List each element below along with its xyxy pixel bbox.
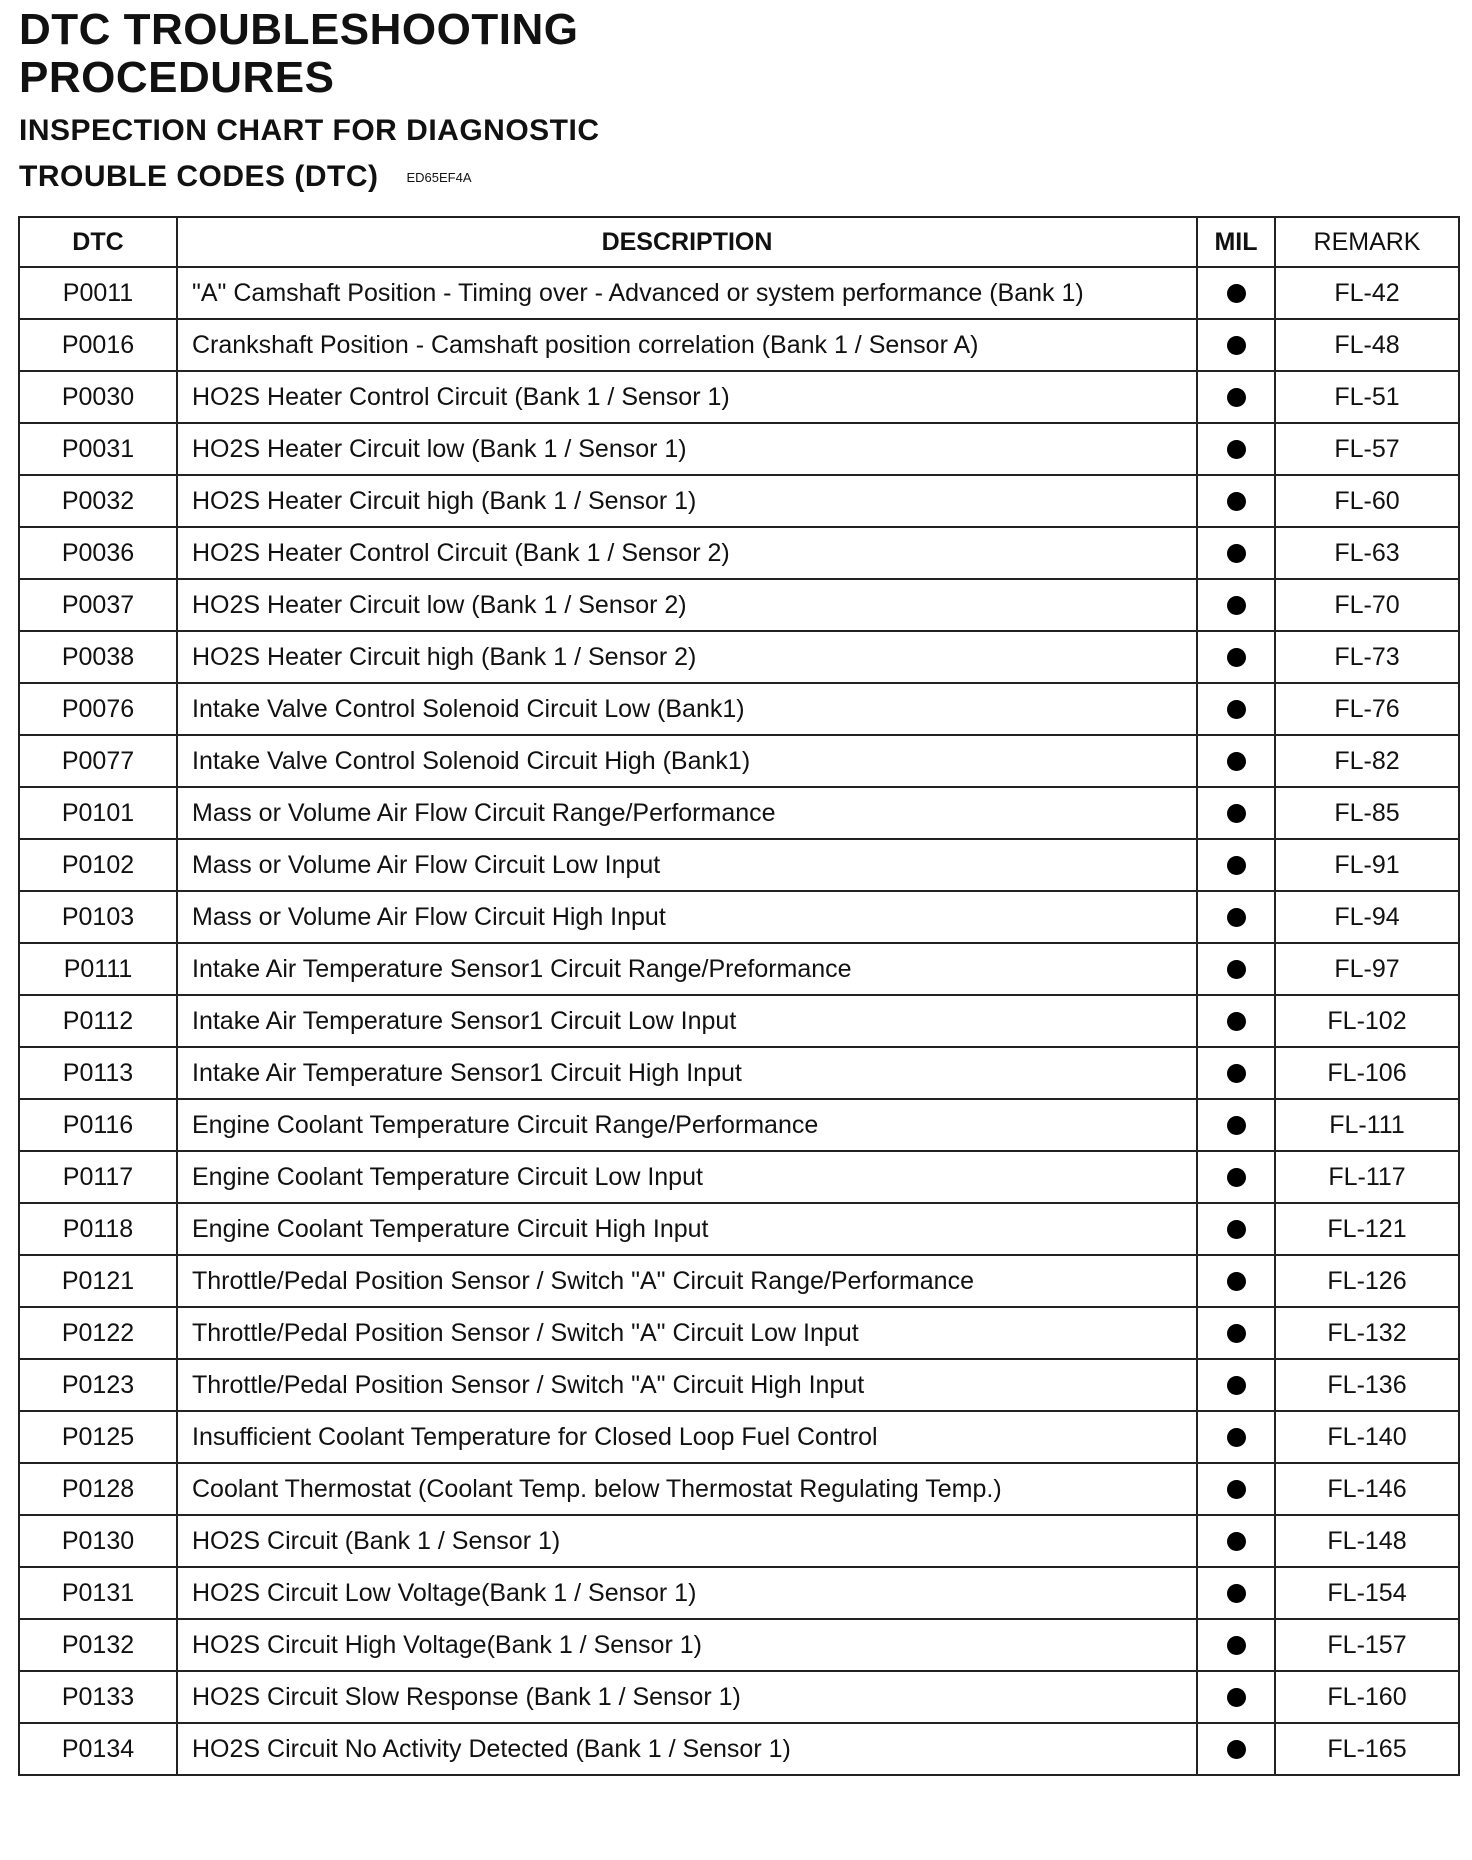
dtc-description: Engine Coolant Temperature Circuit Low Input [177, 1151, 1197, 1203]
dtc-code: P0076 [19, 683, 177, 735]
dtc-description: Throttle/Pedal Position Sensor / Switch "A" Circuit Low Input [177, 1307, 1197, 1359]
table-row [19, 527, 1459, 579]
dtc-description: HO2S Heater Circuit high (Bank 1 / Sensor 1) [177, 475, 1197, 527]
table-row [19, 1671, 1459, 1723]
dtc-code: P0116 [19, 1099, 177, 1151]
mil-cell [1197, 787, 1275, 839]
remark-page-ref: FL-154 [1275, 1567, 1459, 1619]
column-header-remark: REMARK [1275, 217, 1459, 267]
mil-on-indicator-icon [1227, 1480, 1246, 1499]
dtc-description: Crankshaft Position - Camshaft position correlation (Bank 1 / Sensor A) [177, 319, 1197, 371]
mil-on-indicator-icon [1227, 1116, 1246, 1135]
table-row [19, 891, 1459, 943]
mil-cell [1197, 423, 1275, 475]
column-header-mil: MIL [1197, 217, 1275, 267]
dtc-code: P0122 [19, 1307, 177, 1359]
dtc-code: P0038 [19, 631, 177, 683]
mil-cell [1197, 267, 1275, 319]
remark-page-ref: FL-76 [1275, 683, 1459, 735]
mil-on-indicator-icon [1227, 284, 1246, 303]
column-header-description: DESCRIPTION [177, 217, 1197, 267]
mil-cell [1197, 1411, 1275, 1463]
dtc-code: P0134 [19, 1723, 177, 1775]
mil-cell [1197, 1047, 1275, 1099]
dtc-code: P0102 [19, 839, 177, 891]
mil-on-indicator-icon [1227, 440, 1246, 459]
mil-cell [1197, 527, 1275, 579]
dtc-code: P0016 [19, 319, 177, 371]
table-row [19, 1359, 1459, 1411]
mil-cell [1197, 735, 1275, 787]
dtc-description: Mass or Volume Air Flow Circuit Range/Performance [177, 787, 1197, 839]
table-row [19, 267, 1459, 319]
table-row [19, 1619, 1459, 1671]
mil-cell [1197, 1099, 1275, 1151]
mil-cell [1197, 995, 1275, 1047]
dtc-description: HO2S Circuit (Bank 1 / Sensor 1) [177, 1515, 1197, 1567]
remark-page-ref: FL-97 [1275, 943, 1459, 995]
dtc-description: HO2S Heater Control Circuit (Bank 1 / Sensor 1) [177, 371, 1197, 423]
mil-cell [1197, 891, 1275, 943]
dtc-description: HO2S Heater Circuit low (Bank 1 / Sensor 2) [177, 579, 1197, 631]
subtitle-text: INSPECTION CHART FOR DIAGNOSTIC TROUBLE CODES (DTC) [19, 114, 600, 193]
mil-cell [1197, 475, 1275, 527]
remark-page-ref: FL-91 [1275, 839, 1459, 891]
dtc-code: P0103 [19, 891, 177, 943]
table-row [19, 631, 1459, 683]
remark-page-ref: FL-132 [1275, 1307, 1459, 1359]
mil-on-indicator-icon [1227, 544, 1246, 563]
dtc-description: Mass or Volume Air Flow Circuit High Input [177, 891, 1197, 943]
mil-cell [1197, 319, 1275, 371]
table-row [19, 1567, 1459, 1619]
mil-on-indicator-icon [1227, 1740, 1246, 1759]
table-row [19, 1047, 1459, 1099]
dtc-description: HO2S Heater Circuit low (Bank 1 / Sensor 1) [177, 423, 1197, 475]
remark-page-ref: FL-51 [1275, 371, 1459, 423]
mil-on-indicator-icon [1227, 492, 1246, 511]
mil-on-indicator-icon [1227, 1168, 1246, 1187]
table-row [19, 1515, 1459, 1567]
mil-on-indicator-icon [1227, 1376, 1246, 1395]
remark-page-ref: FL-136 [1275, 1359, 1459, 1411]
mil-cell [1197, 1359, 1275, 1411]
mil-on-indicator-icon [1227, 1324, 1246, 1343]
mil-on-indicator-icon [1227, 908, 1246, 927]
remark-page-ref: FL-121 [1275, 1203, 1459, 1255]
dtc-code: P0125 [19, 1411, 177, 1463]
mil-cell [1197, 1255, 1275, 1307]
mil-on-indicator-icon [1227, 856, 1246, 875]
mil-on-indicator-icon [1227, 1272, 1246, 1291]
page-title: DTC TROUBLESHOOTING PROCEDURES [19, 5, 579, 102]
mil-cell [1197, 1671, 1275, 1723]
mil-on-indicator-icon [1227, 700, 1246, 719]
mil-on-indicator-icon [1227, 1532, 1246, 1551]
dtc-description: HO2S Circuit Slow Response (Bank 1 / Sensor 1) [177, 1671, 1197, 1723]
table-row [19, 579, 1459, 631]
dtc-code: P0132 [19, 1619, 177, 1671]
dtc-description: "A" Camshaft Position - Timing over - Advanced or system performance (Bank 1) [177, 267, 1197, 319]
dtc-code: P0112 [19, 995, 177, 1047]
dtc-description: Insufficient Coolant Temperature for Closed Loop Fuel Control [177, 1411, 1197, 1463]
mil-on-indicator-icon [1227, 1584, 1246, 1603]
mil-on-indicator-icon [1227, 388, 1246, 407]
dtc-code: P0123 [19, 1359, 177, 1411]
table-row [19, 943, 1459, 995]
dtc-description: Intake Air Temperature Sensor1 Circuit Low Input [177, 995, 1197, 1047]
remark-page-ref: FL-63 [1275, 527, 1459, 579]
remark-page-ref: FL-148 [1275, 1515, 1459, 1567]
page-header [19, 6, 600, 201]
dtc-description: HO2S Circuit No Activity Detected (Bank 1 / Sensor 1) [177, 1723, 1197, 1775]
mil-on-indicator-icon [1227, 1012, 1246, 1031]
remark-page-ref: FL-102 [1275, 995, 1459, 1047]
table-row [19, 787, 1459, 839]
remark-page-ref: FL-57 [1275, 423, 1459, 475]
table-row [19, 371, 1459, 423]
dtc-description: Engine Coolant Temperature Circuit Range/Performance [177, 1099, 1197, 1151]
mil-on-indicator-icon [1227, 804, 1246, 823]
mil-on-indicator-icon [1227, 336, 1246, 355]
dtc-description: Coolant Thermostat (Coolant Temp. below Thermostat Regulating Temp.) [177, 1463, 1197, 1515]
table-body [19, 267, 1459, 1775]
mil-cell [1197, 839, 1275, 891]
mil-cell [1197, 1619, 1275, 1671]
remark-page-ref: FL-111 [1275, 1099, 1459, 1151]
dtc-code: P0011 [19, 267, 177, 319]
remark-page-ref: FL-82 [1275, 735, 1459, 787]
table-row [19, 1463, 1459, 1515]
dtc-description: Throttle/Pedal Position Sensor / Switch "A" Circuit High Input [177, 1359, 1197, 1411]
table-row [19, 1099, 1459, 1151]
dtc-code: P0037 [19, 579, 177, 631]
table-row [19, 1255, 1459, 1307]
dtc-description: Intake Air Temperature Sensor1 Circuit Range/Preformance [177, 943, 1197, 995]
dtc-code: P0131 [19, 1567, 177, 1619]
remark-page-ref: FL-165 [1275, 1723, 1459, 1775]
dtc-description: Mass or Volume Air Flow Circuit Low Input [177, 839, 1197, 891]
mil-on-indicator-icon [1227, 752, 1246, 771]
dtc-description: HO2S Heater Circuit high (Bank 1 / Sensor 2) [177, 631, 1197, 683]
dtc-code: P0118 [19, 1203, 177, 1255]
dtc-description: HO2S Circuit Low Voltage(Bank 1 / Sensor 1) [177, 1567, 1197, 1619]
dtc-description: Throttle/Pedal Position Sensor / Switch "A" Circuit Range/Performance [177, 1255, 1197, 1307]
mil-cell [1197, 631, 1275, 683]
mil-on-indicator-icon [1227, 1636, 1246, 1655]
mil-cell [1197, 1515, 1275, 1567]
dtc-code: P0036 [19, 527, 177, 579]
remark-page-ref: FL-48 [1275, 319, 1459, 371]
table-row [19, 839, 1459, 891]
table-row [19, 423, 1459, 475]
table-row [19, 319, 1459, 371]
table-row [19, 1203, 1459, 1255]
dtc-description: Intake Valve Control Solenoid Circuit Low (Bank1) [177, 683, 1197, 735]
table-row [19, 1723, 1459, 1775]
mil-cell [1197, 1307, 1275, 1359]
dtc-code: P0030 [19, 371, 177, 423]
dtc-description: HO2S Heater Control Circuit (Bank 1 / Sensor 2) [177, 527, 1197, 579]
table-row [19, 1151, 1459, 1203]
mil-cell [1197, 1723, 1275, 1775]
dtc-code: P0121 [19, 1255, 177, 1307]
mil-on-indicator-icon [1227, 1064, 1246, 1083]
remark-page-ref: FL-106 [1275, 1047, 1459, 1099]
remark-page-ref: FL-117 [1275, 1151, 1459, 1203]
dtc-code: P0130 [19, 1515, 177, 1567]
table-header-row [19, 217, 1459, 267]
remark-page-ref: FL-94 [1275, 891, 1459, 943]
remark-page-ref: FL-160 [1275, 1671, 1459, 1723]
remark-page-ref: FL-146 [1275, 1463, 1459, 1515]
dtc-code: P0101 [19, 787, 177, 839]
table-row [19, 995, 1459, 1047]
remark-page-ref: FL-60 [1275, 475, 1459, 527]
dtc-description: Engine Coolant Temperature Circuit High Input [177, 1203, 1197, 1255]
table-row [19, 1411, 1459, 1463]
mil-cell [1197, 943, 1275, 995]
dtc-description: HO2S Circuit High Voltage(Bank 1 / Sensor 1) [177, 1619, 1197, 1671]
table-row [19, 1307, 1459, 1359]
mil-cell [1197, 1151, 1275, 1203]
mil-on-indicator-icon [1227, 1688, 1246, 1707]
remark-page-ref: FL-126 [1275, 1255, 1459, 1307]
mil-cell [1197, 371, 1275, 423]
document-code: ED65EF4A [406, 170, 472, 185]
section-subtitle [19, 108, 600, 201]
table-row [19, 475, 1459, 527]
mil-on-indicator-icon [1227, 1220, 1246, 1239]
remark-page-ref: FL-85 [1275, 787, 1459, 839]
mil-cell [1197, 1463, 1275, 1515]
mil-cell [1197, 579, 1275, 631]
mil-on-indicator-icon [1227, 648, 1246, 667]
remark-page-ref: FL-73 [1275, 631, 1459, 683]
dtc-code: P0128 [19, 1463, 177, 1515]
remark-page-ref: FL-140 [1275, 1411, 1459, 1463]
remark-page-ref: FL-157 [1275, 1619, 1459, 1671]
dtc-inspection-table [18, 216, 1460, 1776]
table-row [19, 735, 1459, 787]
dtc-code: P0077 [19, 735, 177, 787]
mil-cell [1197, 1567, 1275, 1619]
mil-on-indicator-icon [1227, 960, 1246, 979]
remark-page-ref: FL-70 [1275, 579, 1459, 631]
mil-on-indicator-icon [1227, 1428, 1246, 1447]
dtc-code: P0113 [19, 1047, 177, 1099]
mil-on-indicator-icon [1227, 596, 1246, 615]
mil-cell [1197, 683, 1275, 735]
dtc-description: Intake Air Temperature Sensor1 Circuit High Input [177, 1047, 1197, 1099]
dtc-description: Intake Valve Control Solenoid Circuit High (Bank1) [177, 735, 1197, 787]
column-header-dtc: DTC [19, 217, 177, 267]
table-row [19, 683, 1459, 735]
dtc-code: P0117 [19, 1151, 177, 1203]
mil-cell [1197, 1203, 1275, 1255]
dtc-code: P0111 [19, 943, 177, 995]
dtc-code: P0133 [19, 1671, 177, 1723]
dtc-code: P0032 [19, 475, 177, 527]
remark-page-ref: FL-42 [1275, 267, 1459, 319]
dtc-code: P0031 [19, 423, 177, 475]
